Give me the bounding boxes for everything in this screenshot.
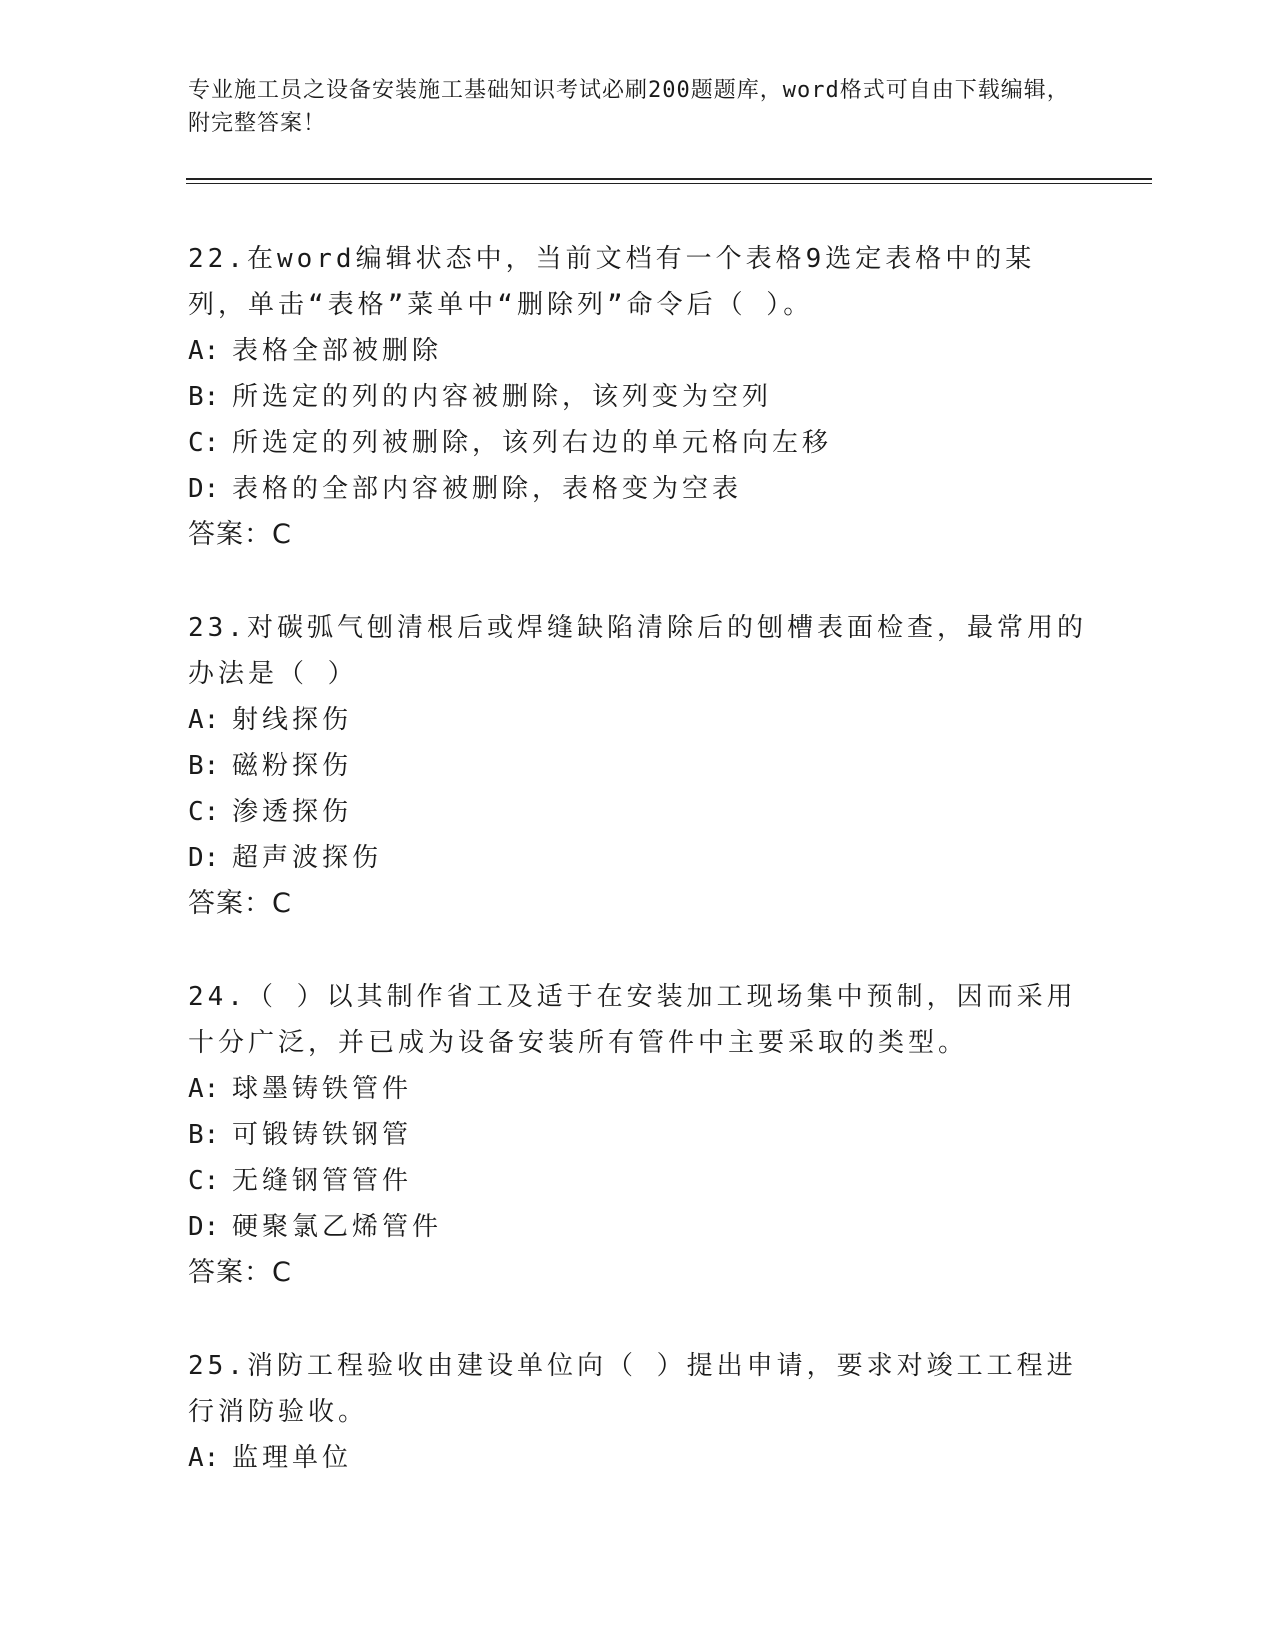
- option-c: [188, 1158, 1088, 1204]
- option-text: 表格全部被删除: [232, 336, 443, 366]
- header-divider-thin: [186, 183, 1152, 184]
- option-a: [188, 1435, 1088, 1481]
- option-text: 磁粉探伤: [232, 751, 353, 781]
- option-letter: D:: [188, 1212, 220, 1242]
- option-letter: D:: [188, 843, 220, 873]
- option-letter: D:: [188, 474, 220, 504]
- document-header: [188, 74, 1088, 140]
- option-text: 球墨铸铁管件: [232, 1074, 413, 1104]
- option-letter: B:: [188, 751, 220, 781]
- option-b: [188, 374, 1088, 420]
- option-a: [188, 328, 1088, 374]
- question-22: [188, 236, 1088, 558]
- option-text: 可锻铸铁钢管: [232, 1120, 413, 1150]
- option-text: 无缝钢管管件: [232, 1166, 413, 1196]
- option-d: [188, 1204, 1088, 1250]
- option-text: 监理单位: [232, 1443, 353, 1473]
- option-letter: A:: [188, 1443, 220, 1473]
- option-letter: B:: [188, 382, 220, 412]
- question-number: 22.: [188, 244, 247, 274]
- option-letter: A:: [188, 1074, 220, 1104]
- question-25: [188, 1343, 1088, 1481]
- option-letter: A:: [188, 705, 220, 735]
- option-letter: A:: [188, 336, 220, 366]
- option-b: [188, 743, 1088, 789]
- option-text: 所选定的列的内容被删除，该列变为空列: [232, 382, 773, 412]
- question-list: [188, 236, 1088, 1528]
- question-number: 25.: [188, 1351, 247, 1381]
- question-body: 消防工程验收由建设单位向（ ）提出申请，要求对竣工工程进行消防验收。: [188, 1351, 1077, 1427]
- header-divider-thick: [186, 178, 1152, 180]
- question-text: [188, 605, 1088, 697]
- option-letter: C:: [188, 797, 220, 827]
- question-text: [188, 236, 1088, 328]
- question-24: [188, 974, 1088, 1296]
- question-body: 在word编辑状态中，当前文档有一个表格9选定表格中的某列，单击“表格”菜单中“删除列”命令后（ ）。: [188, 244, 1036, 320]
- option-a: [188, 697, 1088, 743]
- option-a: [188, 1066, 1088, 1112]
- option-b: [188, 1112, 1088, 1158]
- option-text: 射线探伤: [232, 705, 353, 735]
- question-body: 对碳弧气刨清根后或焊缝缺陷清除后的刨槽表面检查，最常用的办法是（ ）: [188, 613, 1087, 689]
- question-text: [188, 974, 1088, 1066]
- option-text: 所选定的列被删除，该列右边的单元格向左移: [232, 428, 833, 458]
- question-23: [188, 605, 1088, 927]
- option-text: 超声波探伤: [232, 843, 383, 873]
- question-number: 23.: [188, 613, 247, 643]
- option-c: [188, 420, 1088, 466]
- option-c: [188, 789, 1088, 835]
- option-d: [188, 835, 1088, 881]
- option-letter: C:: [188, 428, 220, 458]
- option-text: 渗透探伤: [232, 797, 353, 827]
- option-letter: B:: [188, 1120, 220, 1150]
- answer-line: 答案：C: [188, 1257, 292, 1288]
- question-number: 24.: [188, 982, 247, 1012]
- question-body: （ ）以其制作省工及适于在安装加工现场集中预制，因而采用十分广泛，并已成为设备安装所有管件中主要采取的类型。: [188, 982, 1077, 1058]
- option-text: 表格的全部内容被删除，表格变为空表: [232, 474, 743, 504]
- option-text: 硬聚氯乙烯管件: [232, 1212, 443, 1242]
- document-title: 专业施工员之设备安装施工基础知识考试必刷200题题库，word格式可自由下载编辑，附完整答案！: [188, 78, 1070, 136]
- answer-line: 答案：C: [188, 519, 292, 550]
- option-d: [188, 466, 1088, 512]
- answer-line: 答案：C: [188, 888, 292, 919]
- question-text: [188, 1343, 1088, 1435]
- option-letter: C:: [188, 1166, 220, 1196]
